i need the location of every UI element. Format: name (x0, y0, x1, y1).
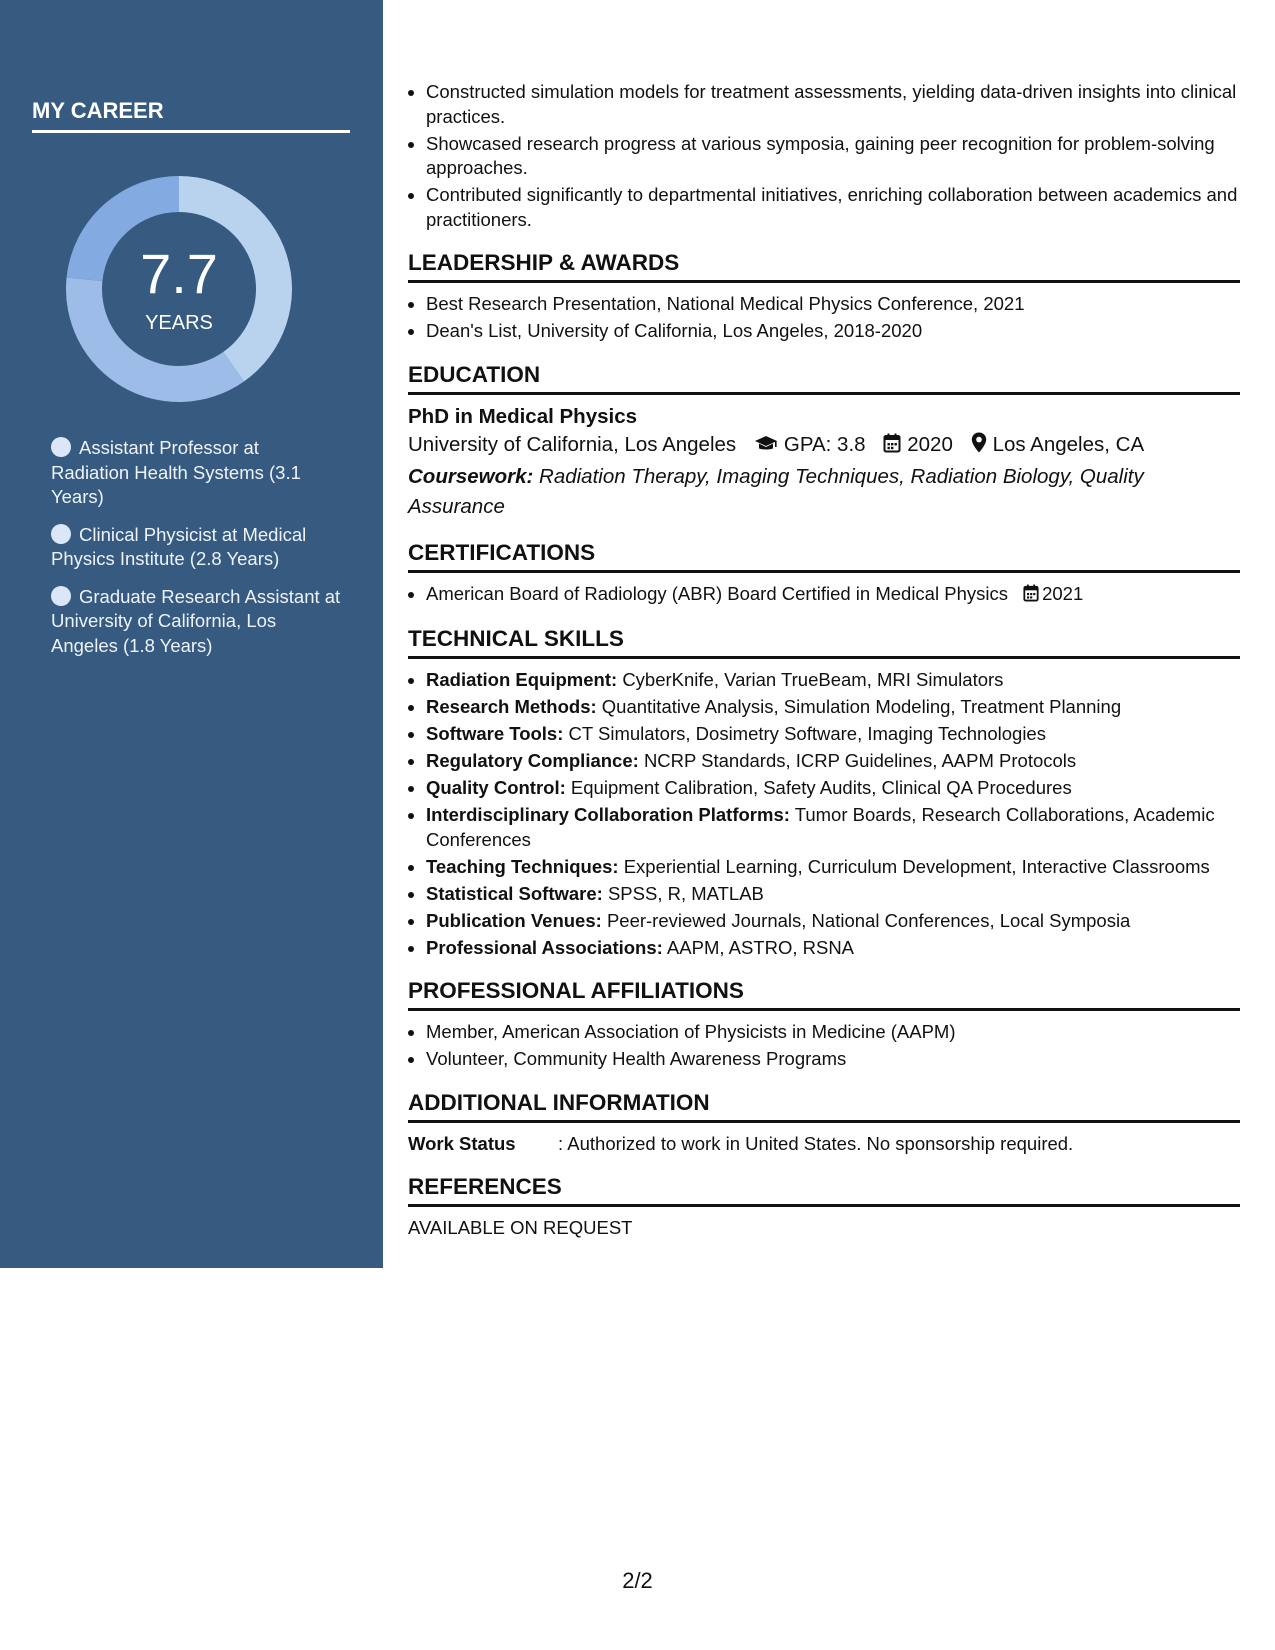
career-donut-chart (66, 176, 292, 402)
skill-label: Radiation Equipment: (426, 669, 618, 690)
legend-item (51, 585, 341, 659)
skill-value: NCRP Standards, ICRP Guidelines, AAPM Protocols (643, 750, 1077, 771)
skills-list (408, 668, 1240, 960)
career-heading: MY CAREER (32, 98, 350, 133)
skill-label: Interdisciplinary Collaboration Platforms: (426, 804, 790, 825)
calendar-icon (883, 432, 901, 462)
list-item (426, 749, 1240, 774)
section-title-education: EDUCATION (408, 362, 1240, 395)
legend-label: Graduate Research Assistant at University of California, Los Angeles (1.8 Years) (51, 585, 341, 656)
donut-total-value: 7.7 (140, 242, 218, 305)
skill-value: CyberKnife, Varian TrueBeam, MRI Simulators (622, 669, 1004, 690)
coursework-label: Coursework: (408, 464, 534, 488)
section-title-technical-skills: TECHNICAL SKILLS (408, 626, 1240, 659)
experience-list (408, 80, 1240, 232)
skill-label: Publication Venues: (426, 909, 602, 931)
list-item (426, 695, 1240, 720)
skill-value: AAPM, ASTRO, RSNA (666, 936, 855, 958)
skill-label: Professional Associations: (426, 936, 663, 958)
skill-value: Quantitative Analysis, Simulation Modeling, Treatment Planning (601, 696, 1122, 717)
graduation-cap-icon (754, 432, 778, 462)
skill-label: Research Methods: (426, 696, 597, 717)
certification-year: 2021 (1042, 582, 1084, 604)
legend-label: Clinical Physicist at Medical Physics Institute (2.8 Years) (51, 523, 307, 569)
list-item: • Constructed simulation models for treatment assessments, yielding data-driven insights into clinical practices. (426, 80, 1240, 129)
certifications-list (408, 582, 1240, 609)
coursework (408, 462, 1240, 522)
affiliations-list (408, 1020, 1240, 1072)
skill-label: Regulatory Compliance: (426, 750, 639, 771)
skill-value: Peer-reviewed Journals, National Conferences, Local Symposia (606, 909, 1131, 931)
school-location: Los Angeles, CA (992, 432, 1145, 456)
skill-value: Tumor Boards, Research Collaborations, Academic Conferences (426, 804, 1215, 850)
skill-label: Statistical Software: (426, 882, 603, 904)
work-status-value: : Authorized to work in United States. No sponsorship required. (558, 1132, 1074, 1154)
legend-dot-icon (51, 437, 71, 457)
legend-item (51, 436, 341, 510)
section-title-additional-information: ADDITIONAL INFORMATION (408, 1090, 1240, 1123)
skill-value: Equipment Calibration, Safety Audits, Clinical QA Procedures (570, 777, 1072, 798)
references-text: AVAILABLE ON REQUEST (408, 1216, 633, 1238)
work-status-label: Work Status (408, 1132, 516, 1154)
career-legend (51, 436, 341, 671)
sidebar (0, 0, 383, 1268)
page-number: 2/2 (622, 1568, 653, 1593)
section-title-affiliations: PROFESSIONAL AFFILIATIONS (408, 978, 1240, 1011)
list-item (426, 882, 1240, 907)
list-item (426, 936, 1240, 961)
calendar-icon (1023, 584, 1039, 609)
skill-value: Experiential Learning, Curriculum Development, Interactive Classrooms (623, 855, 1210, 877)
education-details (408, 430, 1240, 462)
list-item: • Contributed significantly to departmental initiatives, enriching collaboration between academics and practitioners. (426, 183, 1240, 232)
list-item (426, 582, 1240, 609)
list-item: • Dean's List, University of California, Los Angeles, 2018-2020 (426, 319, 1240, 344)
section-title-references: REFERENCES (408, 1174, 1240, 1207)
list-item: • Volunteer, Community Health Awareness Programs (426, 1047, 1240, 1072)
list-item: • Showcased research progress at various symposia, gaining peer recognition for problem-solving approaches. (426, 132, 1240, 181)
legend-item (51, 523, 341, 572)
section-title-leadership: LEADERSHIP & AWARDS (408, 250, 1240, 283)
legend-dot-icon (51, 586, 71, 606)
work-status-row (408, 1132, 1240, 1156)
skill-value: SPSS, R, MATLAB (607, 882, 764, 904)
degree-title: PhD in Medical Physics (408, 404, 637, 428)
certification-name: American Board of Radiology (ABR) Board Certified in Medical Physics (426, 582, 1008, 604)
skill-label: Software Tools: (426, 723, 564, 744)
list-item (426, 776, 1240, 801)
list-item: • Member, American Association of Physicists in Medicine (AAPM) (426, 1020, 1240, 1045)
list-item (426, 909, 1240, 934)
list-item (426, 803, 1240, 852)
graduation-year: 2020 (907, 432, 953, 456)
list-item: • Best Research Presentation, National Medical Physics Conference, 2021 (426, 292, 1240, 317)
skill-label: Quality Control: (426, 777, 566, 798)
map-pin-icon (971, 432, 987, 462)
leadership-list (408, 292, 1240, 344)
coursework-list: Radiation Therapy, Imaging Techniques, Radiation Biology, Quality Assurance (408, 464, 1144, 518)
legend-dot-icon (51, 524, 71, 544)
legend-label: Assistant Professor at Radiation Health Systems (3.1 Years) (51, 437, 301, 507)
school-name: University of California, Los Angeles (408, 432, 737, 456)
list-item (426, 668, 1240, 693)
donut-total-unit: YEARS (145, 312, 213, 334)
list-item (426, 855, 1240, 880)
list-item (426, 722, 1240, 747)
gpa-value: GPA: 3.8 (783, 432, 866, 456)
skill-value: CT Simulators, Dosimetry Software, Imaging Technologies (568, 723, 1046, 744)
skill-label: Teaching Techniques: (426, 855, 619, 877)
section-title-certifications: CERTIFICATIONS (408, 540, 1240, 573)
main-content (408, 80, 1240, 1240)
